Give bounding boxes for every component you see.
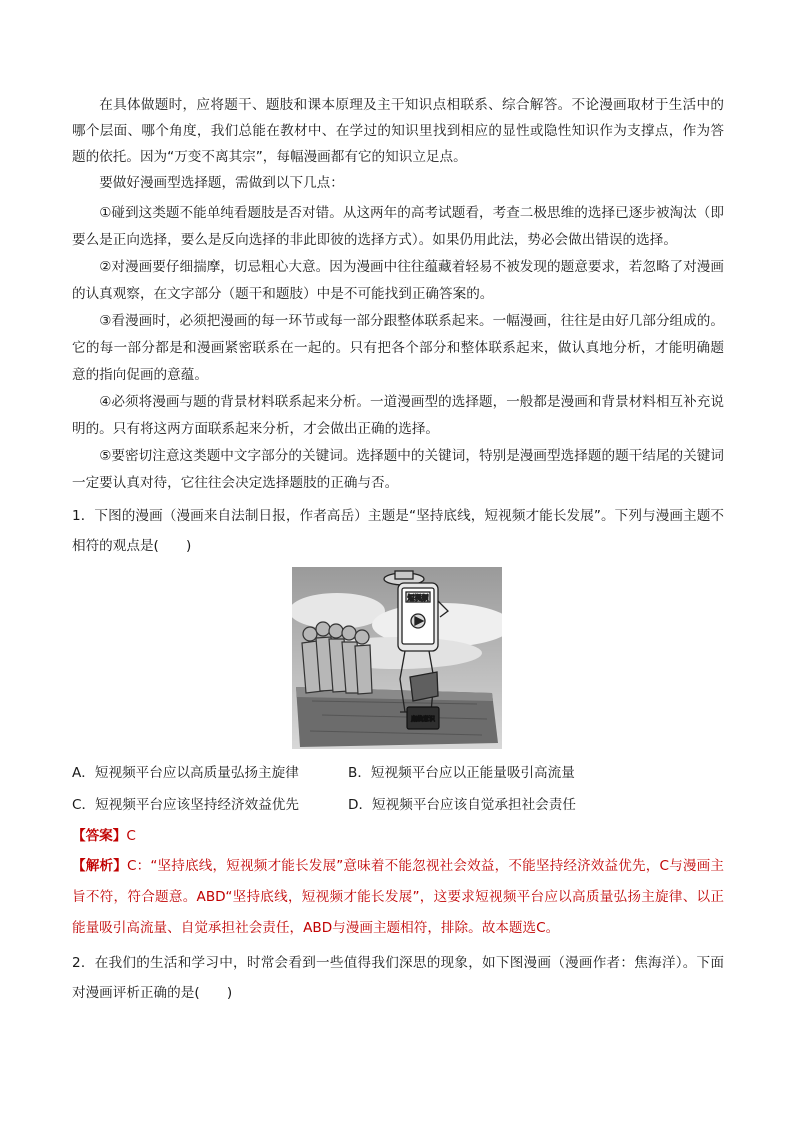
question-1-answer (72, 822, 724, 850)
option-a[interactable]: A．短视频平台应以高质量弘扬主旋律 (72, 765, 299, 781)
tip-5: ⑤要密切注意这类题中文字部分的关键词。选择题中的关键词，特别是漫画型选择题的题干结尾的关键词一定要认真对待，它往往会决定选择题肢的正确与否。 (72, 448, 724, 491)
question-1-figure-wrap (72, 567, 724, 757)
sign-label: 底线意识 (410, 716, 436, 723)
tip-4: ④必须将漫画与题的背景材料联系起来分析。一道漫画型的选择题，一般都是漫画和背景材料相互补充说明的。只有将这两方面联系起来分析，才会做出正确的选择。 (72, 394, 724, 437)
option-d[interactable]: D．短视频平台应该自觉承担社会责任 (348, 797, 576, 813)
question-1-analysis (72, 851, 724, 944)
question-2-stem: 2．在我们的生活和学习中，时常会看到一些值得我们深思的现象，如下图漫画（漫画作者：焦海洋）。下面对漫画评析正确的是( ) (72, 955, 724, 1001)
analysis-tag: 【解析】 (72, 858, 127, 874)
document-page (72, 92, 724, 1008)
tips-heading: 要做好漫画型选择题，需做到以下几点： (99, 175, 344, 191)
answer-value: C (126, 828, 136, 844)
answer-tag: 【答案】 (72, 828, 127, 844)
question-1-options (72, 759, 724, 819)
question-1-stem: 1．下图的漫画（漫画来自法制日报，作者高岳）主题是“坚持底线，短视频才能长发展”。下列与漫画主题不相符的观点是( ) (72, 508, 724, 554)
phone-label: 短视频 (407, 594, 429, 602)
analysis-text: C：“坚持底线，短视频才能长发展”意味着不能忽视社会效益，不能坚持经济效益优先，C与漫画主旨不符，符合题意。ABD“坚持底线，短视频才能长发展”，这要求短视频平台应以高质量弘扬主旋律、以正能量吸引高流量、自觉承担社会责任，ABD与漫画主题相符，排除。故本题选C。 (72, 858, 724, 936)
tip-3: ③看漫画时，必须把漫画的每一环节或每一部分跟整体联系起来。一幅漫画，往往是由好几部分组成的。它的每一部分都是和漫画紧密联系在一起的。只有把各个部分和整体联系起来，做认真地分析，才能明确题意的指向促画的意蕴。 (72, 313, 724, 383)
intro-paragraph: 在具体做题时，应将题干、题肢和课本原理及主干知识点相联系、综合解答。不论漫画取材于生活中的哪个层面、哪个角度，我们总能在教材中、在学过的知识里找到相应的显性或隐性知识作为支撑点，作为答题的依托。因为“万变不离其宗”，每幅漫画都有它的知识立足点。 (72, 97, 724, 165)
option-c[interactable]: C．短视频平台应该坚持经济效益优先 (72, 797, 299, 813)
crowd-illustration (302, 622, 372, 694)
cartoon-image (292, 567, 502, 749)
option-b[interactable]: B．短视频平台应以正能量吸引高流量 (348, 765, 575, 781)
sign-post (407, 707, 439, 729)
tip-1: ①碰到这类题不能单纯看题肢是否对错。从这两年的高考试题看，考查二极思维的选择已逐步被淘汰（即要么是正向选择，要么是反向选择的非此即彼的选择方式）。如果仍用此法，势必会做出错误的选择。 (72, 205, 724, 248)
tip-2: ②对漫画要仔细揣摩，切忌粗心大意。因为漫画中往往蕴藏着轻易不被发现的题意要求，若忽略了对漫画的认真观察，在文字部分（题干和题肢）中是不可能找到正确答案的。 (72, 259, 724, 302)
